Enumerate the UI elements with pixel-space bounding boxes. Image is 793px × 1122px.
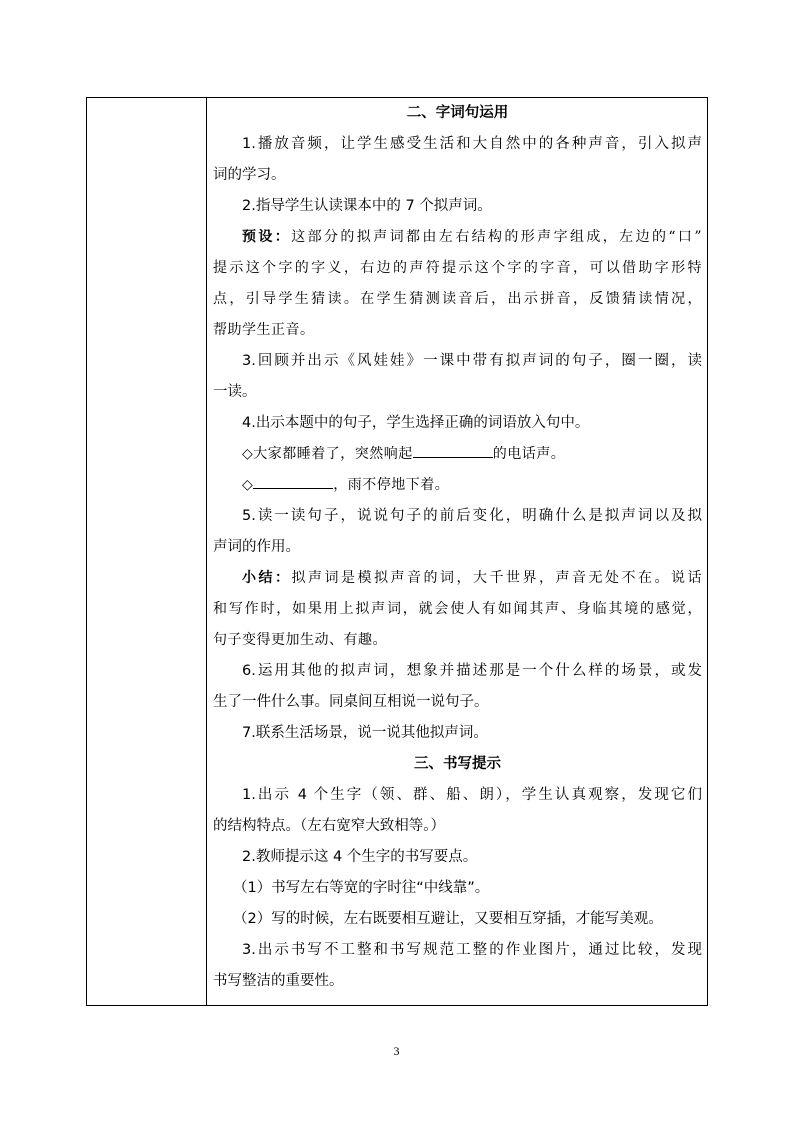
exercise-sentence-2 xyxy=(213,470,702,501)
exercise-2-prefix: ◇ xyxy=(242,477,254,493)
step-6-line-a: 6.运用其他的拟声词，想象并描述那是一个什么样的场景，或发 xyxy=(242,663,702,679)
lesson-table xyxy=(86,97,708,1006)
summary-line-a xyxy=(213,563,702,594)
summary-text-a: 拟声词是模拟声音的词，大千世界，声音无处不在。说话 xyxy=(291,570,702,586)
preset-label: 预设： xyxy=(242,229,292,245)
summary-line-b: 和写作时，如果用上拟声词，就会使人有如闻其声、身临其境的感觉， xyxy=(213,601,702,617)
step-1-line-a: 1.播放音频，让学生感受生活和大自然中的各种声音，引入拟声 xyxy=(242,136,702,152)
exercise-2-suffix: ，雨不停地下着。 xyxy=(333,477,450,493)
step-3-line-b: 一读。 xyxy=(213,384,257,400)
step-5-line-b: 声词的作用。 xyxy=(213,539,300,555)
step-7: 7.联系生活场景，说一说其他拟声词。 xyxy=(242,725,488,741)
preset-line-b: 提示这个字的字义，右边的声符提示这个字的字音，可以借助字形特 xyxy=(213,260,702,276)
preset-text-a: 这部分的拟声词都由左右结构的形声字组成，左边的“口” xyxy=(291,229,702,245)
section-heading-writing-tips: 三、书写提示 xyxy=(414,756,501,772)
writing-point-2: （2）写的时候，左右既要相互避让，又要相互穿插，才能写美观。 xyxy=(233,911,663,927)
table-left-column xyxy=(87,98,207,1005)
summary-line-c: 句子变得更加生动、有趣。 xyxy=(213,632,387,648)
fill-blank-2 xyxy=(253,474,333,489)
step-5-line-a: 5.读一读句子，说说句子的前后变化，明确什么是拟声词以及拟 xyxy=(242,508,702,524)
step-6-line-b: 生了一件什么事。同桌间互相说一说句子。 xyxy=(213,694,489,710)
page-number: 3 xyxy=(393,1044,400,1058)
step-2: 2.指导学生认读课本中的 7 个拟声词。 xyxy=(242,198,492,214)
writing-step-3-line-a: 3.出示书写不工整和书写规范工整的作业图片，通过比较，发现 xyxy=(242,942,702,958)
exercise-1-prefix: ◇大家都睡着了，突然响起 xyxy=(242,446,413,462)
step-4: 4.出示本题中的句子，学生选择正确的词语放入句中。 xyxy=(242,415,590,431)
writing-step-1-line-a: 1.出示 4 个生字（领、群、船、朗），学生认真观察，发现它们 xyxy=(242,787,702,803)
preset-line-a xyxy=(213,222,702,253)
preset-line-c: 点，引导学生猜读。在学生猜测读音后，出示拼音，反馈猜读情况， xyxy=(213,291,702,307)
section-heading-word-sentence: 二、字词句运用 xyxy=(406,105,509,121)
writing-step-1-line-b: 的结构特点。（左右宽窄大致相等。） xyxy=(213,818,445,834)
summary-label: 小结： xyxy=(242,570,292,586)
exercise-sentence-1 xyxy=(213,439,702,470)
fill-blank-1 xyxy=(413,443,493,458)
writing-step-2: 2.教师提示这 4 个生字的书写要点。 xyxy=(242,849,478,865)
table-content-column xyxy=(207,98,707,1005)
writing-step-3-line-b: 书写整洁的重要性。 xyxy=(213,973,344,989)
preset-line-d: 帮助学生正音。 xyxy=(213,322,315,338)
writing-point-1: （1）书写左右等宽的字时往“中线靠”。 xyxy=(233,880,490,896)
step-1-line-b: 词的学习。 xyxy=(213,167,286,183)
step-3-line-a: 3.回顾并出示《风娃娃》一课中带有拟声词的句子，圈一圈，读 xyxy=(242,353,702,369)
exercise-1-suffix: 的电话声。 xyxy=(492,446,566,462)
